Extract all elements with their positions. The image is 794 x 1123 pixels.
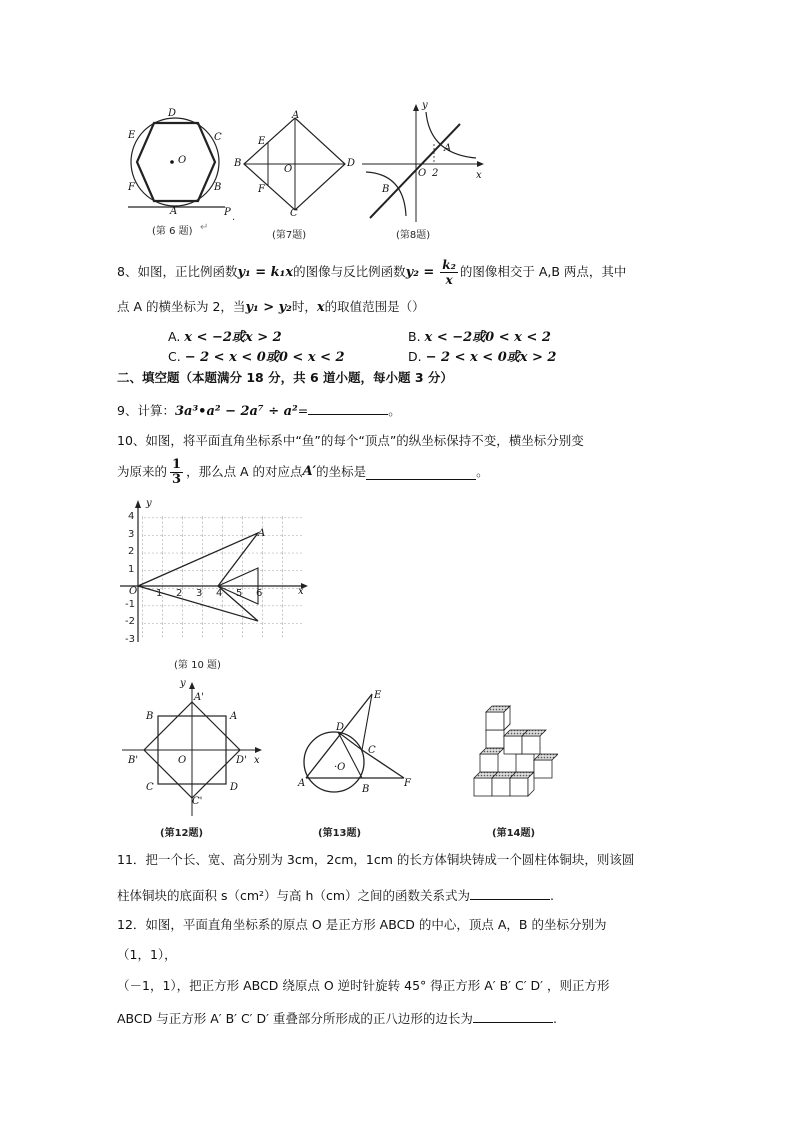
q12-text: ABCD 与正方形 A′ B′ C′ D′ 重叠部分所形成的正八边形的边长为 [117,1011,473,1026]
y-arrow [135,500,141,508]
q10-fraction-numerator: 1 [172,456,182,472]
fig10-point-a: A [258,528,266,539]
hexagon [137,123,215,201]
fig10-y-tick-neg3: -3 [125,634,135,645]
q8-option-b[interactable] [408,328,551,347]
q8-option-d-value: − 2 < x < 0或x > 2 [425,350,557,365]
fig12-label-a: A [230,711,238,722]
q9-line [117,400,401,421]
fig12-caption: (第12题) [160,828,204,839]
fig6-label-p: P [224,207,231,218]
figure-14 [468,702,558,802]
y-arrow [189,682,195,689]
q8-option-c-value: − 2 < x < 0或0 < x < 2 [184,350,345,365]
fig10-y-tick-3: 3 [128,529,135,540]
fig12-label-d-prime: D' [236,755,247,766]
figure-8 [360,98,490,224]
fig6-label-p-suffix: . [232,212,236,223]
q8-option-a-value: x < −2或x > 2 [184,330,282,345]
q8-text-4: 点 A 的横坐标为 2，当 [117,299,246,314]
q9-number: 9、 [117,403,138,418]
center-dot [170,160,174,164]
q8-option-b-value: x < −2或0 < x < 2 [424,330,551,345]
q12-end: . [552,1011,557,1026]
q10-line-1: 10、如图，将平面直角坐标系中“鱼”的每个“顶点”的纵坐标保持不变，横坐标分别变 [117,433,584,448]
q8-y1-formula: y₁ = k₁x [237,265,294,280]
q11-end: . [550,888,554,903]
fig6-label-c: C [214,132,222,143]
figure-13 [296,690,420,800]
fig8-label-y: y [422,100,428,111]
fig10-x-tick-1: 1 [156,588,163,599]
fig10-origin: O [129,586,138,597]
fig8-label-o: O [418,168,427,179]
fig14-caption: (第14题) [492,828,536,839]
fig8-label-2: 2 [432,168,439,179]
fig8-label-x: x [476,170,482,181]
q8-text-3: 的图像相交于 A,B 两点，其中 [459,264,627,279]
q9-answer-blank[interactable] [308,400,388,415]
q9-expression: 3a³•a² − 2a⁷ ÷ a² [174,404,298,419]
x-arrow [477,161,484,167]
fig7-label-b: B [234,158,242,169]
q9-equals: = [297,403,309,418]
fig13-label-o: ·O [334,762,346,773]
q8-variable: x [316,300,325,315]
y-arrow [413,104,419,111]
q10-point: A′ [302,464,317,479]
fig12-label-b-prime: B' [128,755,139,766]
q8-option-a-key: A. [168,329,181,344]
q8-y2-numerator: k₂ [442,258,456,272]
fig8-label-a: A [444,143,452,154]
fig10-y-tick-4: 4 [128,511,135,522]
fig10-y-tick-neg1: -1 [125,599,135,610]
fig7-label-f: F [258,184,265,195]
line-dc [338,732,362,750]
q8-line-1 [117,258,626,287]
x-arrow [255,747,262,753]
fig10-x-tick-5: 5 [236,588,243,599]
fig10-x-tick-6: 6 [256,588,263,599]
fig12-label-y: y [180,678,186,689]
fig10-x-axis-label: x [298,586,304,597]
circle [131,118,222,206]
fig12-label-b: B [146,711,154,722]
q8-text-1: 如图，正比例函数 [137,264,238,279]
q8-option-d[interactable] [408,348,556,367]
q8-text-5: 时， [291,299,317,314]
q12-line-2: （1，1）， [117,947,177,962]
fig12-label-a-prime: A' [194,692,204,703]
fig6-label-e: E [128,130,136,141]
fig7-label-a: A [292,110,300,121]
q8-option-c[interactable] [168,348,345,367]
fig13-label-a: A [298,778,306,789]
q8-option-b-key: B. [408,329,421,344]
fig12-label-c: C [146,782,154,793]
fig13-caption: (第13题) [318,828,362,839]
fig8-caption: (第8题) [396,230,431,241]
fig7-label-d: D [347,158,356,169]
q9-text: 计算： [137,403,175,418]
figure-7 [236,112,356,222]
q8-option-a[interactable] [168,328,282,347]
fig7-caption: (第7题) [272,230,307,241]
q8-line-2 [117,298,425,317]
proportional-line [370,124,460,218]
line-ef [362,694,372,750]
fig12-label-c-prime: C' [192,796,203,807]
q12-answer-blank[interactable] [473,1008,553,1023]
fig10-x-tick-2: 2 [176,588,183,599]
q11-line-2 [117,885,554,905]
fig10-y-tick-1: 1 [128,564,135,575]
q10-text-1: 为原来的 [117,464,168,479]
fig12-label-o: O [178,755,187,766]
q8-option-c-key: C. [168,349,181,364]
q11-answer-blank[interactable] [470,885,550,900]
q8-number: 8、 [117,264,138,279]
figure-10 [118,500,318,650]
q12-line-4 [117,1008,557,1028]
fig13-label-b: B [362,784,370,795]
fig8-label-b: B [382,184,390,195]
fig10-y-tick-2: 2 [128,546,135,557]
fig10-x-tick-4: 4 [216,588,223,599]
fig7-label-c: C [290,208,298,219]
fig6-label-f: F [128,182,135,193]
q10-text-2: ，那么点 A 的对应点 [186,464,303,479]
q10-fraction-denominator: 3 [172,471,182,487]
fig7-label-e: E [258,136,266,147]
q10-line-2 [117,455,489,489]
q8-text-2: 的图像与反比例函数 [293,264,406,279]
fig6-label-o: O [178,155,187,166]
section-2-title: 二、填空题（本题满分 18 分，共 6 道小题，每小题 3 分） [117,370,453,385]
q12-line-1: 12．如图，平面直角坐标系的原点 O 是正方形 ABCD 的中心，顶点 A，B 的坐标分别为 [117,917,607,932]
cube-stack [474,706,558,796]
fig10-x-tick-3: 3 [196,588,203,599]
q8-option-d-key: D. [408,349,422,364]
q11-line-1: 11．把一个长、宽、高分别为 3cm，2cm，1cm 的长方体铜块铸成一个圆柱体铜块，则该圆 [117,852,635,867]
fig6-caption-suffix: ↵ [200,222,209,233]
fig12-label-d: D [230,782,239,793]
q10-end: 。 [476,464,489,479]
fig7-label-o: O [284,164,293,175]
fig10-y-tick-neg2: -2 [125,616,135,627]
q10-text-3: 的坐标是 [316,464,367,479]
q10-answer-blank[interactable] [366,465,476,480]
grid-area [142,516,302,638]
q8-y2-fraction [440,258,458,287]
fig13-label-c: C [368,745,376,756]
fig6-label-b: B [214,182,222,193]
fig10-y-axis-label: y [146,498,152,509]
fig13-label-f: F [404,778,411,789]
fig13-label-e: E [374,690,382,701]
fig10-caption: (第 10 题) [174,660,221,671]
fig6-label-a: A [170,206,178,217]
fig12-label-x: x [254,755,260,766]
q8-condition: y₁ > y₂ [245,300,292,315]
q8-text-6: 的取值范围是（） [324,299,425,314]
q12-line-3: （－1，1），把正方形 ABCD 绕原点 O 逆时针旋转 45° 得正方形 A′ B′ C′ D′ ，则正方形 [117,978,610,993]
q11-text: 柱体铜块的底面积 s（cm²）与高 h（cm）之间的函数关系式为 [117,888,470,903]
q9-end: 。 [388,403,401,418]
fig6-caption: (第 6 题) [152,226,193,237]
fig6-label-d: D [168,108,177,119]
fig13-label-d: D [336,722,345,733]
q10-fraction [170,458,183,487]
q8-y2-denominator: x [445,273,453,287]
figure-6 [120,104,240,239]
q8-y2-lhs: y₂ = [405,265,435,280]
